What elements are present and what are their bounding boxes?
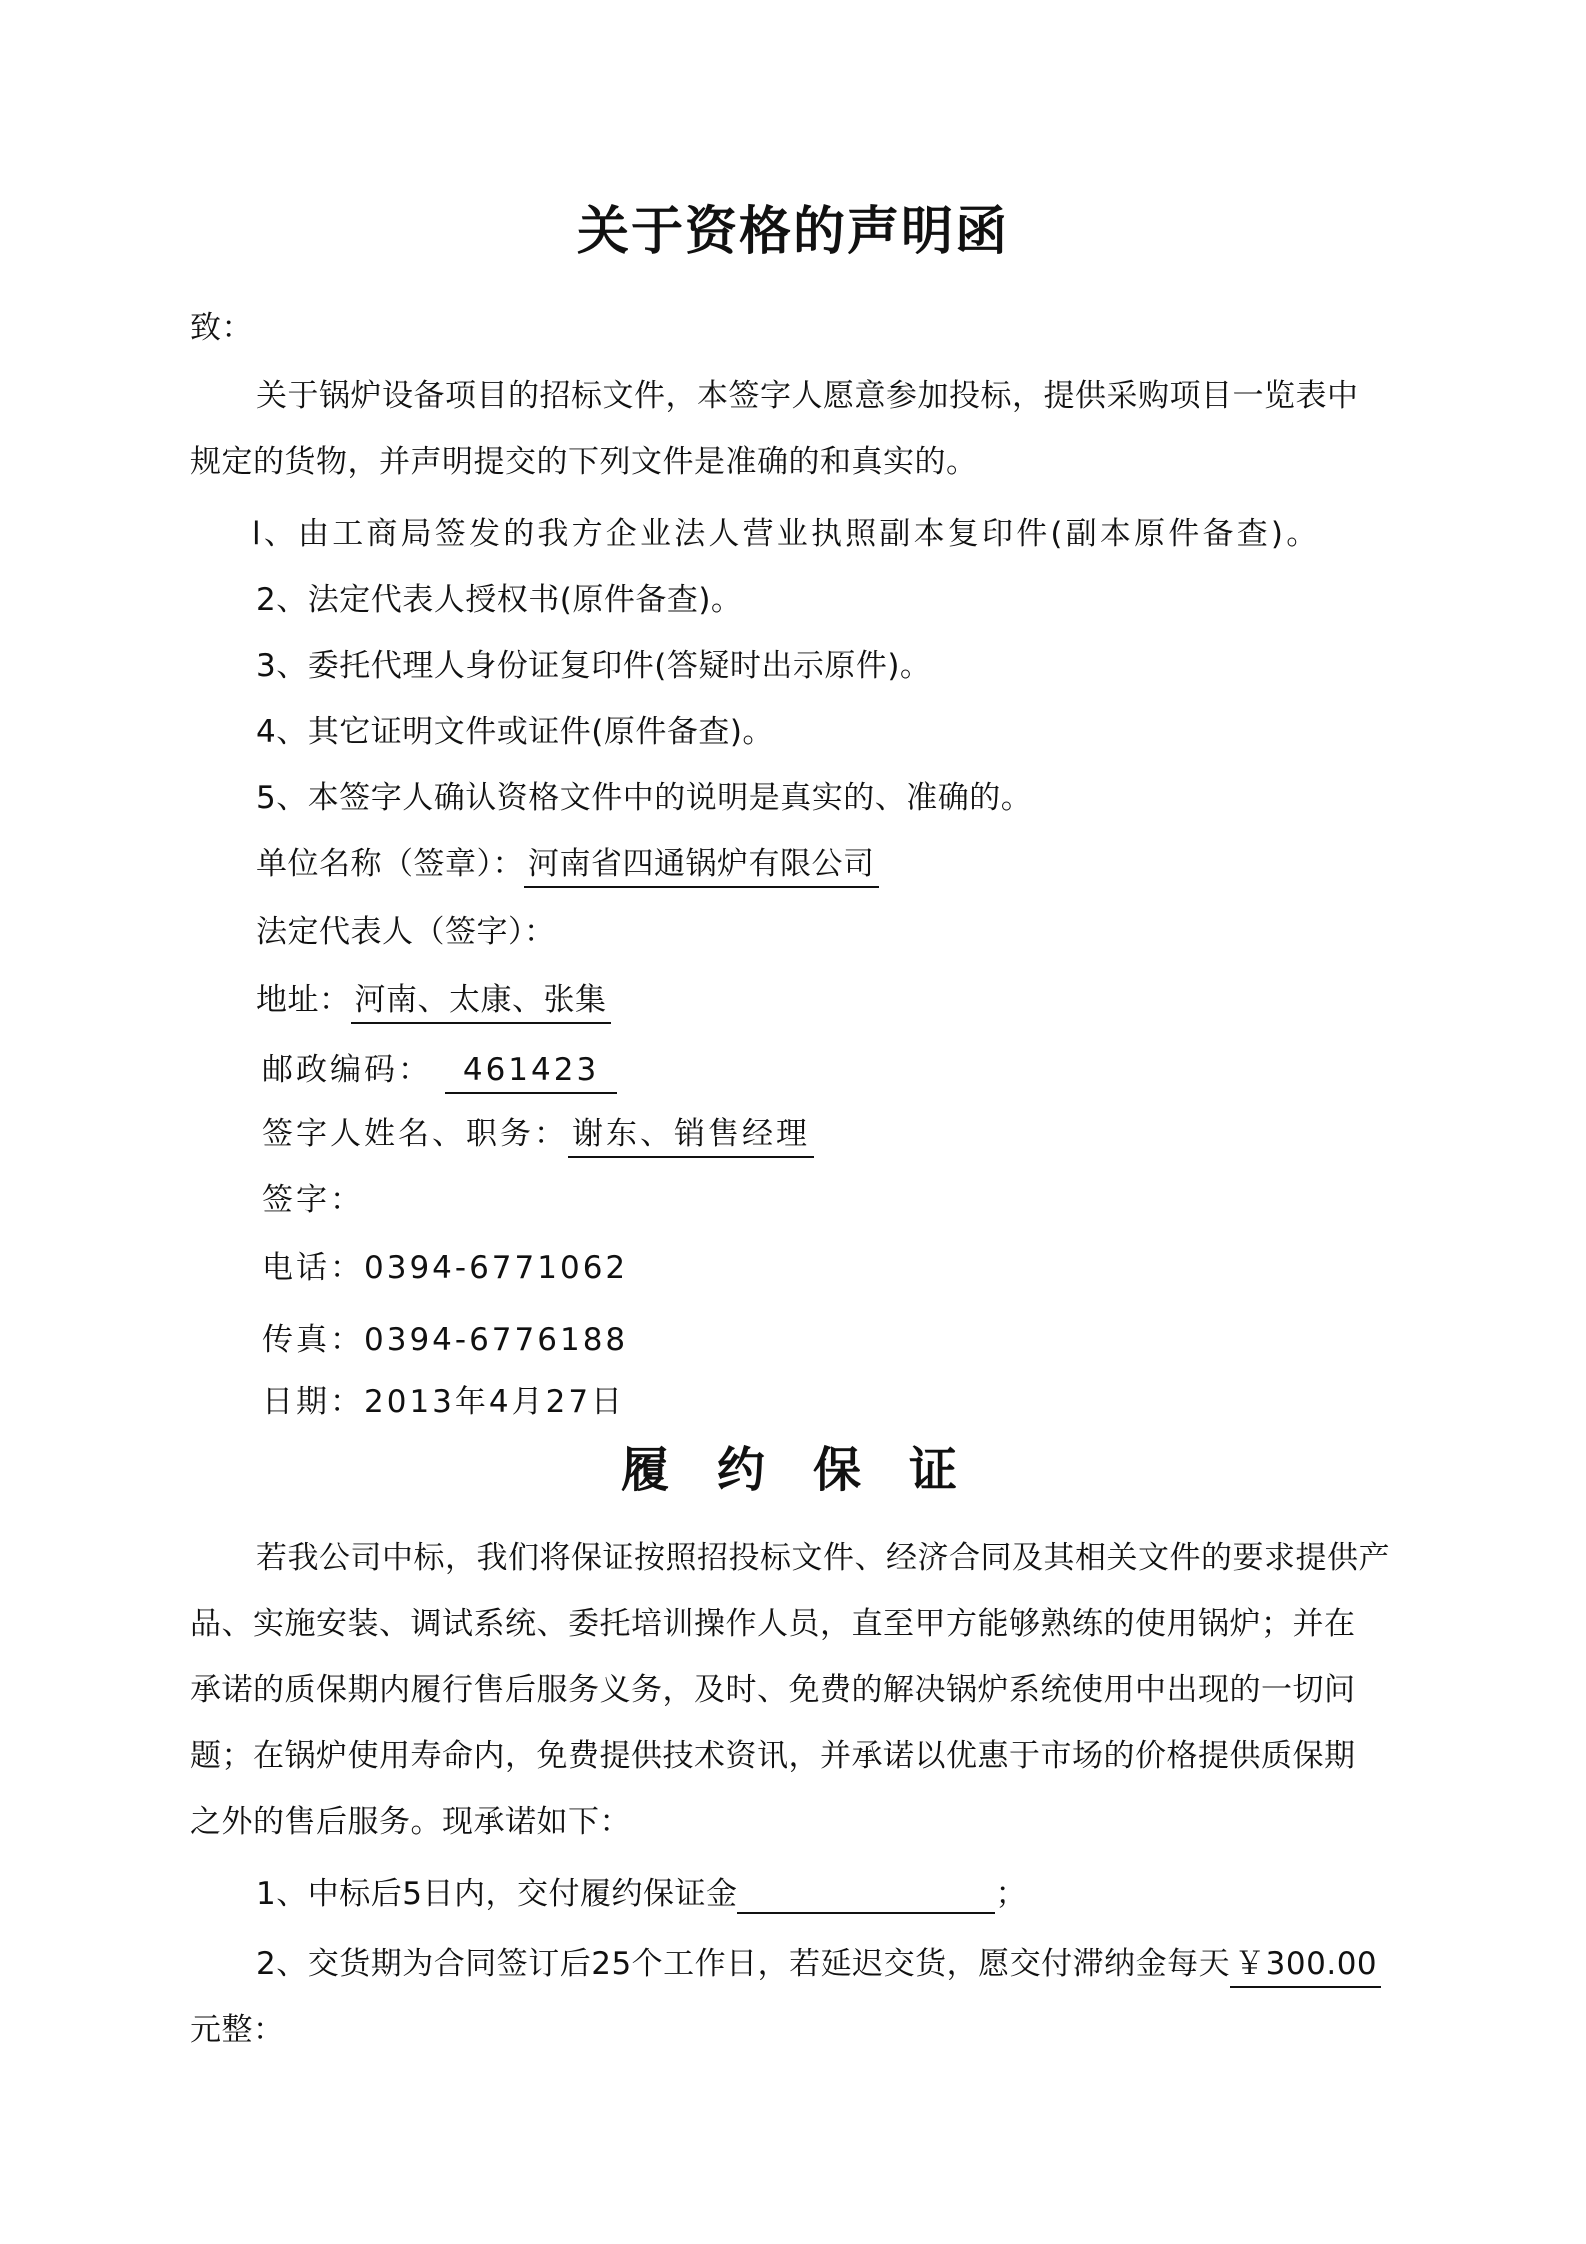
phone-label: 电话： — [262, 1250, 364, 1286]
legal-representative-row: 法定代表人（签字）： — [256, 914, 556, 950]
guarantee-para-line-3: 承诺的质保期内履行售后服务义务，及时、免费的解决锅炉系统使用中出现的一切问 — [190, 1672, 1356, 1708]
company-name-label: 单位名称（签章）： — [256, 846, 524, 882]
guarantee-para-line-5: 之外的售后服务。现承诺如下： — [190, 1804, 631, 1840]
guarantee-para-line-4: 题；在锅炉使用寿命内，免费提供技术资讯，并承诺以优惠于市场的价格提供质保期 — [190, 1738, 1356, 1774]
addressee-line: 致： — [190, 310, 253, 346]
guarantee-item-2 — [256, 1944, 1381, 1988]
document-item-3: 3、委托代理人身份证复印件(答疑时出示原件)。 — [256, 648, 932, 684]
address-row — [256, 980, 611, 1024]
company-name-value: 河南省四通锅炉有限公司 — [524, 844, 879, 888]
phone-row — [262, 1248, 628, 1288]
intro-line-1: 关于锅炉设备项目的招标文件，本签字人愿意参加投标，提供采购项目一览表中 — [256, 378, 1359, 414]
postcode-value: 461423 — [445, 1050, 617, 1094]
document-item-2: 2、法定代表人授权书(原件备查)。 — [256, 582, 743, 618]
late-fee-amount: ￥300.00 — [1230, 1944, 1381, 1988]
guarantee-item-2-text: 2、交货期为合同签订后25个工作日，若延迟交货，愿交付滞纳金每天 — [256, 1946, 1231, 1982]
document-item-4: 4、其它证明文件或证件(原件备查)。 — [256, 714, 774, 750]
date-value: 2013年4月27日 — [364, 1384, 626, 1420]
document-item-5: 5、本签字人确认资格文件中的说明是真实的、准确的。 — [256, 780, 1033, 816]
date-row — [262, 1382, 625, 1422]
fax-value: 0394-6776188 — [364, 1322, 629, 1358]
deposit-blank — [737, 1882, 995, 1914]
fax-row — [262, 1320, 628, 1360]
signer-row — [262, 1114, 814, 1158]
declaration-title: 关于资格的声明函 — [576, 202, 1009, 262]
postcode-label: 邮政编码： — [262, 1052, 432, 1088]
signer-label: 签字人姓名、职务： — [262, 1116, 568, 1152]
address-label: 地址： — [256, 982, 351, 1018]
address-value: 河南、太康、张集 — [351, 980, 611, 1024]
guarantee-title: 履约保证 — [620, 1442, 1005, 1498]
guarantee-item-1-end: ； — [995, 1876, 1027, 1912]
guarantee-para-line-1: 若我公司中标，我们将保证按照招投标文件、经济合同及其相关文件的要求提供产 — [256, 1540, 1390, 1576]
company-name-row — [256, 844, 879, 888]
intro-line-2: 规定的货物，并声明提交的下列文件是准确的和真实的。 — [190, 444, 978, 480]
guarantee-item-1 — [256, 1874, 1027, 1914]
guarantee-item-2-continuation: 元整： — [190, 2012, 285, 2048]
phone-value: 0394-6771062 — [364, 1250, 629, 1286]
guarantee-para-line-2: 品、实施安装、调试系统、委托培训操作人员，直至甲方能够熟练的使用锅炉；并在 — [190, 1606, 1356, 1642]
date-label: 日期： — [262, 1384, 364, 1420]
fax-label: 传真： — [262, 1322, 364, 1358]
document-item-1: l、由工商局签发的我方企业法人营业执照副本复印件(副本原件备查)。 — [252, 516, 1321, 552]
postcode-row — [262, 1050, 617, 1094]
signature-row: 签字： — [262, 1182, 364, 1218]
signer-value: 谢东、销售经理 — [568, 1114, 814, 1158]
guarantee-item-1-text: 1、中标后5日内，交付履约保证金 — [256, 1876, 738, 1912]
